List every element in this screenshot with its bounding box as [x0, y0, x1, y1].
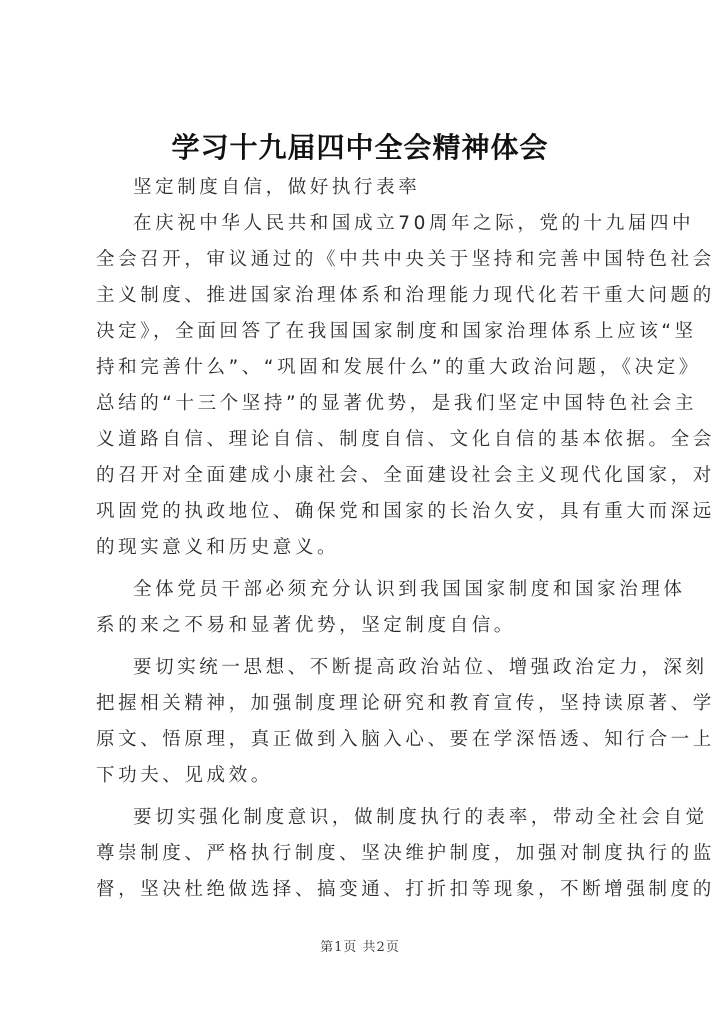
paragraph-line: 义道路自信、理论自信、制度自信、文化自信的基本依据。全会	[96, 429, 715, 450]
document-title: 学习十九届四中全会精神体会	[171, 131, 549, 164]
paragraph-line: 下功夫、见成效。	[96, 765, 273, 786]
paragraph-line: 全体党员干部必须充分认识到我国国家制度和国家治理体	[133, 579, 686, 600]
paragraph-line: 督，坚决杜绝做选择、搞变通、打折扣等现象，不断增强制度的	[96, 879, 715, 900]
paragraph-line: 巩固党的执政地位、确保党和国家的长治久安，具有重大而深远	[96, 501, 715, 522]
paragraph-line: 总结的“十三个坚持”的显著优势，是我们坚定中国特色社会主	[96, 393, 697, 414]
paragraph-line: 全会召开，审议通过的《中共中央关于坚持和完善中国特色社会	[96, 249, 715, 270]
paragraph-line: 把握相关精神，加强制度理论研究和教育宣传，坚持读原著、学	[96, 693, 715, 714]
paragraph-line: 要切实强化制度意识，做制度执行的表率，带动全社会自觉	[133, 807, 708, 828]
paragraph-line: 要切实统一思想、不断提高政治站位、增强政治定力，深刻	[133, 657, 708, 678]
paragraph-line: 持和完善什么”、“巩固和发展什么”的重大政治问题，《决定》	[96, 357, 701, 378]
paragraph-3	[96, 650, 715, 794]
paragraph-line: 的现实意义和历史意义。	[96, 537, 340, 558]
paragraph-line: 系的来之不易和显著优势，坚定制度自信。	[96, 615, 516, 636]
page-indicator: 第1页 共2页	[320, 940, 400, 955]
paragraph-4	[96, 800, 715, 908]
paragraph-line: 决定》，全面回答了在我国国家制度和国家治理体系上应该“坚	[96, 321, 697, 342]
paragraph-line: 尊崇制度、严格执行制度、坚决维护制度，加强对制度执行的监	[96, 843, 715, 864]
paragraph-2	[96, 572, 686, 644]
document-body	[96, 170, 715, 908]
paragraph-line: 原文、悟原理，真正做到入脑入心、要在学深悟透、知行合一上	[96, 729, 715, 750]
paragraph-line: 主义制度、推进国家治理体系和治理能力现代化若干重大问题的	[96, 285, 715, 306]
subtitle: 坚定制度自信，做好执行表率	[133, 177, 421, 198]
paragraph-line: 在庆祝中华人民共和国成立70周年之际，党的十九届四中	[133, 213, 695, 234]
paragraph-1	[96, 206, 715, 566]
paragraph-line: 的召开对全面建成小康社会、全面建设社会主义现代化国家，对	[96, 465, 715, 486]
